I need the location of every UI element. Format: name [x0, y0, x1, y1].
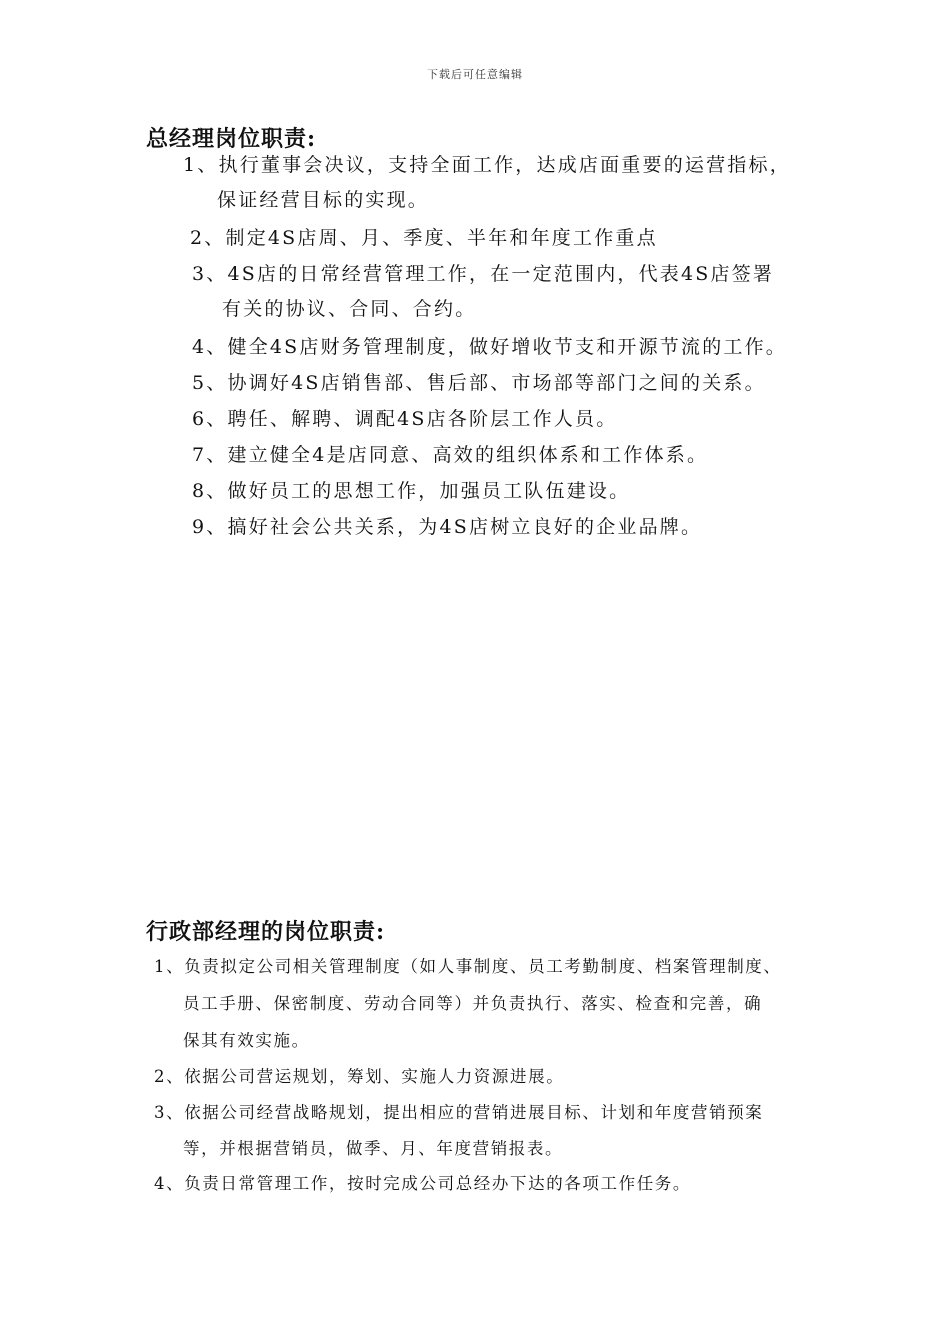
gm-duty-line: 9、搞好社会公共关系，为4S店树立良好的企业品牌。 — [192, 516, 703, 538]
gm-duty-line: 2、制定4S店周、月、季度、半年和年度工作重点 — [190, 227, 658, 249]
admin-duty-line: 员工手册、保密制度、劳动合同等）并负责执行、落实、检查和完善，确 — [183, 994, 763, 1013]
admin-duty-line: 保其有效实施。 — [183, 1031, 310, 1050]
gm-duty-line: 3、4S店的日常经营管理工作，在一定范围内，代表4S店签署 — [192, 263, 775, 285]
gm-duty-line: 7、建立健全4是店同意、高效的组织体系和工作体系。 — [192, 444, 709, 466]
admin-duty-line: 1、负责拟定公司相关管理制度（如人事制度、员工考勤制度、档案管理制度、 — [154, 957, 782, 976]
gm-duty-line: 1、执行董事会决议，支持全面工作，达成店面重要的运营指标， — [183, 154, 791, 176]
download-note: 下载后可任意编辑 — [427, 68, 523, 81]
gm-duty-line: 有关的协议、合同、合约。 — [222, 298, 477, 320]
gm-duty-line: 保证经营目标的实现。 — [217, 189, 430, 211]
gm-duty-line: 6、聘任、解聘、调配4S店各阶层工作人员。 — [192, 408, 618, 430]
gm-duties-title: 总经理岗位职责: — [146, 126, 317, 152]
gm-duty-line: 5、协调好4S店销售部、售后部、市场部等部门之间的关系。 — [192, 372, 766, 394]
admin-duty-line: 3、依据公司经营战略规划，提出相应的营销进展目标、计划和年度营销预案 — [154, 1103, 764, 1122]
admin-duty-line: 4、负责日常管理工作，按时完成公司总经办下达的各项工作任务。 — [154, 1174, 691, 1193]
gm-duty-line: 8、做好员工的思想工作，加强员工队伍建设。 — [192, 480, 631, 502]
gm-duty-line: 4、健全4S店财务管理制度，做好增收节支和开源节流的工作。 — [192, 336, 787, 358]
admin-duty-line: 2、依据公司营运规划，筹划、实施人力资源进展。 — [154, 1067, 565, 1086]
admin-duty-line: 等，并根据营销员，做季、月、年度营销报表。 — [183, 1139, 564, 1158]
admin-manager-duties-title: 行政部经理的岗位职责: — [146, 919, 386, 945]
